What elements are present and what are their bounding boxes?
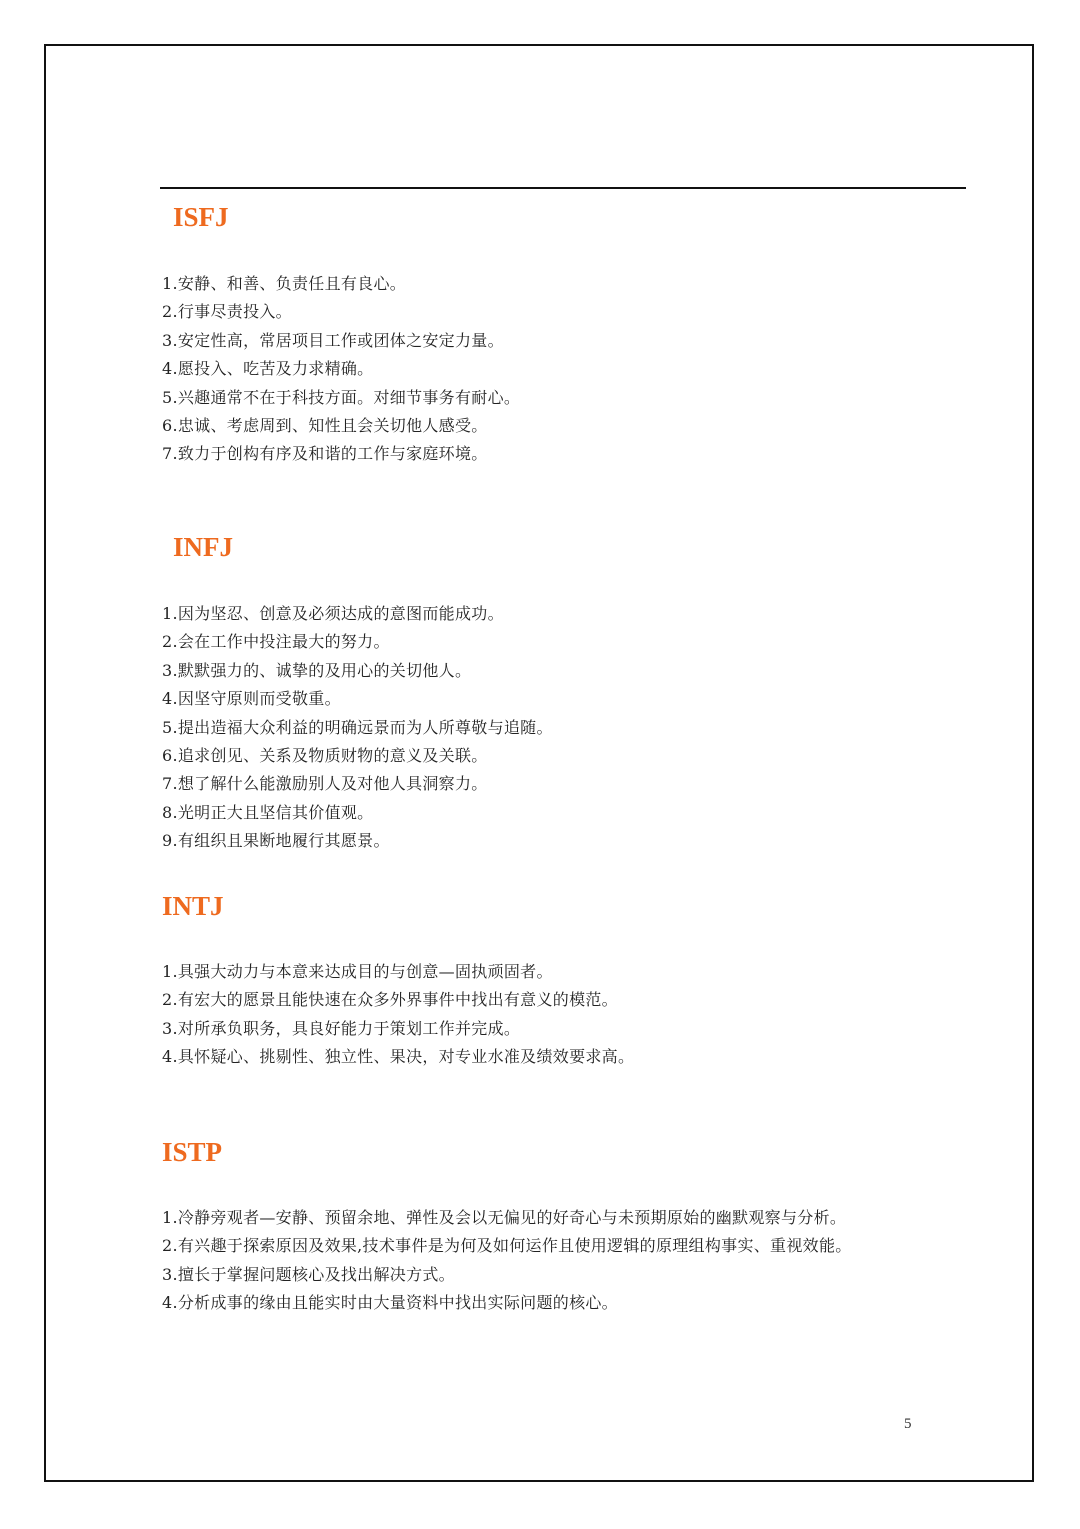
section-title: ISFJ	[173, 202, 229, 232]
list-item: 4.具怀疑心、挑剔性、独立性、果决，对专业水准及绩效要求高。	[162, 1047, 635, 1067]
section-title: INTJ	[162, 891, 224, 921]
list-item: 7.致力于创构有序及和谐的工作与家庭环境。	[162, 444, 488, 464]
list-item: 2.会在工作中投注最大的努力。	[162, 632, 390, 652]
list-item: 4.愿投入、吃苦及力求精确。	[162, 359, 374, 379]
list-item: 3.对所承负职务，具良好能力于策划工作并完成。	[162, 1018, 521, 1038]
item-list	[162, 600, 942, 856]
item-list	[162, 958, 942, 1072]
list-item: 1.具强大动力与本意来达成目的与创意—固执顽固者。	[162, 962, 553, 981]
list-item: 3.擅长于掌握问题核心及找出解决方式。	[162, 1264, 455, 1284]
list-item: 6.追求创见、关系及物质财物的意义及关联。	[162, 745, 488, 765]
list-item: 5.提出造福大众利益的明确远景而为人所尊敬与追随。	[162, 717, 553, 737]
item-list	[162, 270, 942, 469]
list-item: 8.光明正大且坚信其价值观。	[162, 802, 374, 822]
list-item: 3.安定性高，常居项目工作或团体之安定力量。	[162, 330, 504, 350]
list-item: 6.忠诚、考虑周到、知性且会关切他人感受。	[162, 415, 488, 435]
list-item: 5.兴趣通常不在于科技方面。对细节事务有耐心。	[162, 387, 521, 407]
list-item: 2.有宏大的愿景且能快速在众多外界事件中找出有意义的模范。	[162, 990, 618, 1010]
section-infj	[162, 531, 942, 856]
section-istp	[162, 1136, 942, 1318]
list-item: 9.有组织且果断地履行其愿景。	[162, 831, 390, 851]
list-item: 3.默默强力的、诚挚的及用心的关切他人。	[162, 660, 472, 680]
list-item: 4.因坚守原则而受敬重。	[162, 689, 341, 709]
header-rule	[160, 187, 966, 189]
list-item: 4.分析成事的缘由且能实时由大量资料中找出实际问题的核心。	[162, 1293, 618, 1313]
section-title: ISTP	[162, 1137, 223, 1167]
list-item: 1.冷静旁观者—安静、预留余地、弹性及会以无偏见的好奇心与未预期原始的幽默观察与分析。	[162, 1208, 847, 1227]
list-item: 1.安静、和善、负责任且有良心。	[162, 274, 407, 293]
item-list	[162, 1204, 942, 1318]
page-number: 5	[904, 1416, 912, 1432]
section-intj	[162, 890, 942, 1072]
section-isfj	[162, 201, 942, 469]
list-item: 2.行事尽责投入。	[162, 302, 292, 322]
list-item: 2.有兴趣于探索原因及效果,技术事件是为何及如何运作且使用逻辑的原理组构事实、重视效能。	[162, 1236, 852, 1256]
list-item: 7.想了解什么能激励别人及对他人具洞察力。	[162, 774, 488, 794]
list-item: 1.因为坚忍、创意及必须达成的意图而能成功。	[162, 604, 504, 623]
section-title: INFJ	[173, 532, 233, 562]
